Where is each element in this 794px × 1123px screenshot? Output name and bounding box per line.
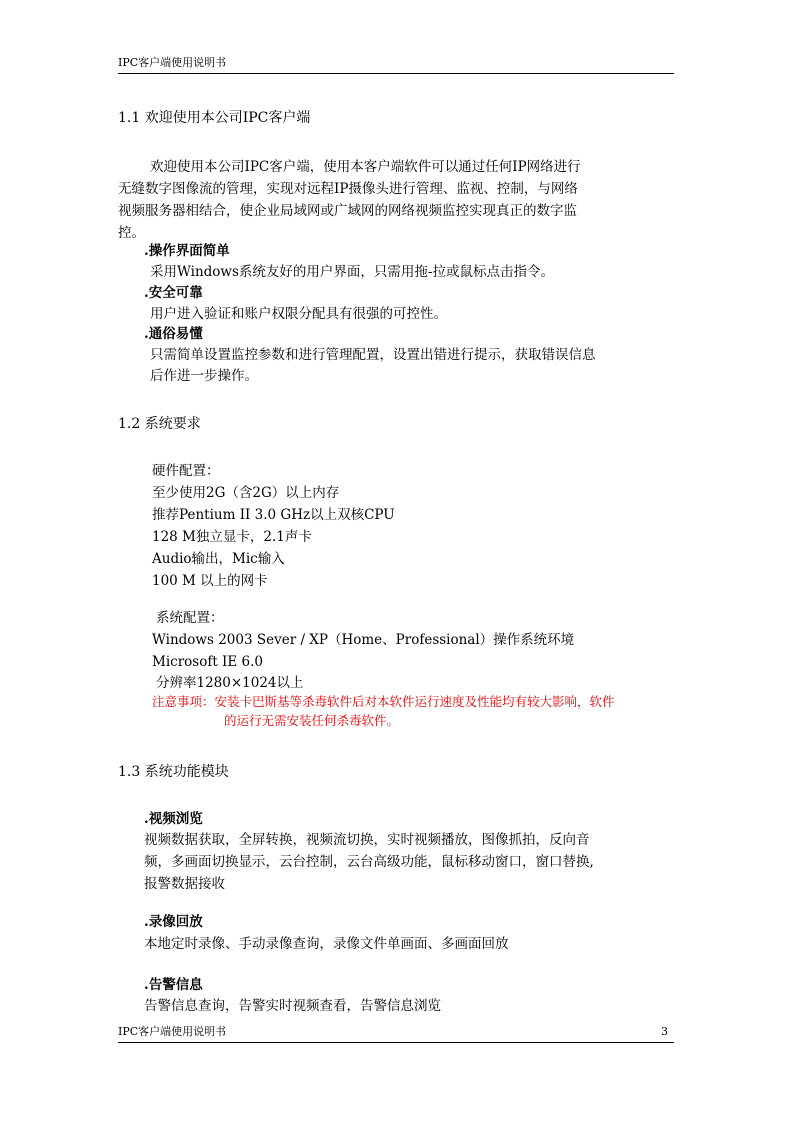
note-line-2: 的运行无需安装任何杀毒软件。 [224,713,400,728]
footer-title: IPC客户端使用说明书 [118,1025,227,1038]
feature-text-ui: 采用Windows系统友好的用户界面，只需用拖-拉或鼠标点击指令。 [150,264,554,280]
page-header [118,56,674,74]
module-title-playback: .录像回放 [144,914,203,930]
intro-line-1: 欢迎使用本公司IPC客户端，使用本客户端软件可以通过任何IP网络进行 [150,159,581,175]
hardware-audio: Audio输出，Mic输入 [152,551,285,567]
software-browser: Microsoft IE 6.0 [152,654,263,670]
module-text-video-1: 视频数据获取，全屏转换，视频流切换，实时视频播放，图像抓拍，反向音 [144,832,590,848]
section-1-2-heading: 1.2 系统要求 [118,416,201,432]
hardware-cpu: 推荐Pentium II 3.0 GHz以上双核CPU [152,507,395,523]
feature-text-easy-1: 只需简单设置监控参数和进行管理配置，设置出错进行提示，获取错误信息 [150,347,596,363]
hardware-graphics: 128 M独立显卡，2.1声卡 [152,529,312,545]
feature-title-ui: .操作界面简单 [144,243,230,259]
section-1-3-heading: 1.3 系统功能模块 [118,764,229,780]
software-label: 系统配置： [156,610,224,626]
intro-line-4: 控。 [118,225,145,241]
header-title: IPC客户端使用说明书 [118,56,227,69]
module-title-alarm: .告警信息 [144,977,203,993]
hardware-memory: 至少使用2G（含2G）以上内存 [152,485,340,501]
software-resolution: 分辨率1280×1024以上 [156,675,304,691]
intro-line-2: 无缝数字图像流的管理，实现对远程IP摄像头进行管理、监视、控制，与网络 [118,181,578,197]
page-number: 3 [661,1025,668,1038]
section-1-1-heading: 1.1 欢迎使用本公司IPC客户端 [118,110,311,126]
module-title-video: .视频浏览 [144,811,203,827]
module-text-alarm: 告警信息查询，告警实时视频查看，告警信息浏览 [144,998,441,1014]
feature-title-easy: .通俗易懂 [144,326,203,342]
feature-text-security: 用户进入验证和账户权限分配具有很强的可控性。 [150,306,447,322]
module-text-video-3: 报警数据接收 [144,876,225,892]
note-line-1: 注意事项：安装卡巴斯基等杀毒软件后对本软件运行速度及性能均有较大影响，软件 [152,694,615,709]
feature-title-security: .安全可靠 [144,285,203,301]
module-text-video-2: 频，多画面切换显示，云台控制，云台高级功能，鼠标移动窗口，窗口替换, [144,854,594,870]
page-footer [118,1025,674,1043]
module-text-playback: 本地定时录像、手动录像查询，录像文件单画面、多画面回放 [144,936,509,952]
software-os: Windows 2003 Sever / XP（Home、Professional）操作系统环境 [152,632,575,648]
intro-line-3: 视频服务器相结合，使企业局域网或广域网的网络视频监控实现真正的数字监 [118,203,577,219]
hardware-label: 硬件配置： [152,463,220,479]
hardware-network: 100 M 以上的网卡 [152,573,268,589]
feature-text-easy-2: 后作进一步操作。 [150,368,258,384]
